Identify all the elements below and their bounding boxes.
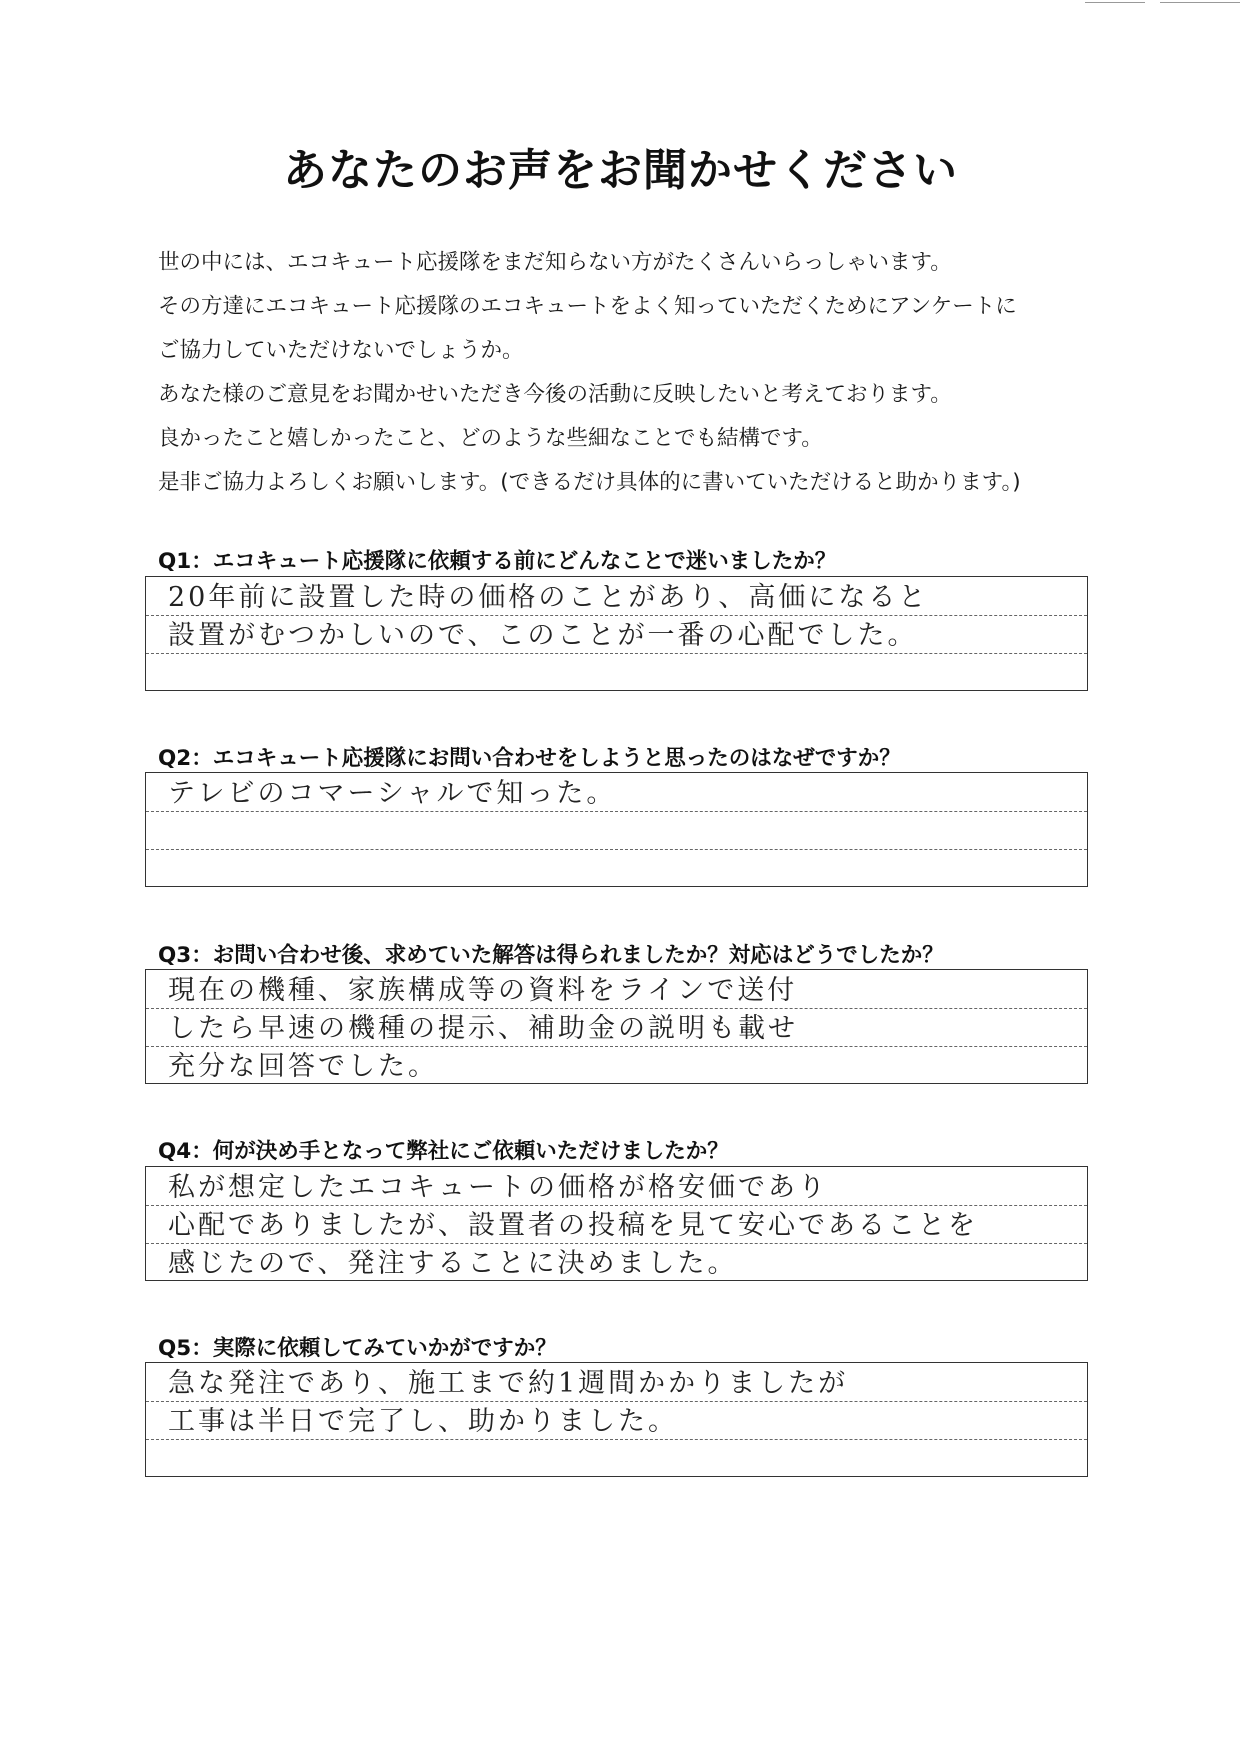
intro-line: 良かったこと嬉しかったこと、どのような些細なことでも結構です。 xyxy=(158,426,823,451)
question-2-label: Q2：エコキュート応援隊にお問い合わせをしようと思ったのはなぜですか？ xyxy=(158,746,901,771)
intro-line: 世の中には、エコキュート応援隊をまだ知らない方がたくさんいらっしゃいます。 xyxy=(158,250,952,275)
answer-5-line-1: 急な発注であり、施工まで約1週間かかりましたが xyxy=(168,1368,849,1399)
answer-2-box xyxy=(145,772,1088,887)
answer-4-line-2: 心配でありましたが、設置者の投稿を見て安心であることを xyxy=(168,1210,978,1241)
intro-line: ご協力していただけないでしょうか。 xyxy=(158,338,524,363)
question-1-label: Q1：エコキュート応援隊に依頼する前にどんなことで迷いましたか？ xyxy=(158,549,837,574)
answer-5-line-2: 工事は半日で完了し、助かりました。 xyxy=(168,1406,678,1437)
question-3-label: Q3：お問い合わせ後、求めていた解答は得られましたか？対応はどうでしたか？ xyxy=(158,943,944,968)
answer-3-line-3: 充分な回答でした。 xyxy=(168,1051,438,1082)
answer-3-box xyxy=(145,969,1088,1084)
scan-mark xyxy=(1160,2,1240,3)
scan-mark xyxy=(1085,2,1145,3)
question-5-label: Q5：実際に依頼してみていかがですか？ xyxy=(158,1336,557,1361)
answer-4-box xyxy=(145,1166,1088,1281)
intro-line: あなた様のご意見をお聞かせいただき今後の活動に反映したいと考えております。 xyxy=(158,382,952,407)
intro-line: 是非ご協力よろしくお願いします。(できるだけ具体的に書いていただけると助かります。) xyxy=(158,470,1021,495)
answer-1-line-1: 20年前に設置した時の価格のことがあり、高価になると xyxy=(168,582,929,613)
answer-1-line-2: 設置がむつかしいので、このことが一番の心配でした。 xyxy=(168,620,918,651)
question-4-label: Q4：何が決め手となって弊社にご依頼いただけましたか？ xyxy=(158,1139,729,1164)
answer-3-line-1: 現在の機種、家族構成等の資料をラインで送付 xyxy=(168,975,798,1006)
answer-2-line-1: テレビのコマーシャルで知った。 xyxy=(168,778,617,809)
answer-1-line-3 xyxy=(168,655,1077,693)
intro-text xyxy=(158,248,1118,512)
intro-line: その方達にエコキュート応援隊のエコキュートをよく知っていただくためにアンケートに xyxy=(158,294,1017,319)
answer-4-line-3: 感じたので、発注することに決めました。 xyxy=(168,1248,738,1279)
answer-5-line-3 xyxy=(168,1441,1077,1479)
answer-4-line-1: 私が想定したエコキュートの価格が格安価であり xyxy=(168,1172,828,1203)
answer-1-box xyxy=(145,576,1088,691)
answer-2-line-2 xyxy=(168,813,1077,851)
page-title: あなたのお声をお聞かせください xyxy=(283,145,958,196)
answer-5-box xyxy=(145,1362,1088,1477)
answer-3-line-2: したら早速の機種の提示、補助金の説明も載せ xyxy=(168,1013,798,1044)
answer-2-line-3 xyxy=(168,851,1077,889)
